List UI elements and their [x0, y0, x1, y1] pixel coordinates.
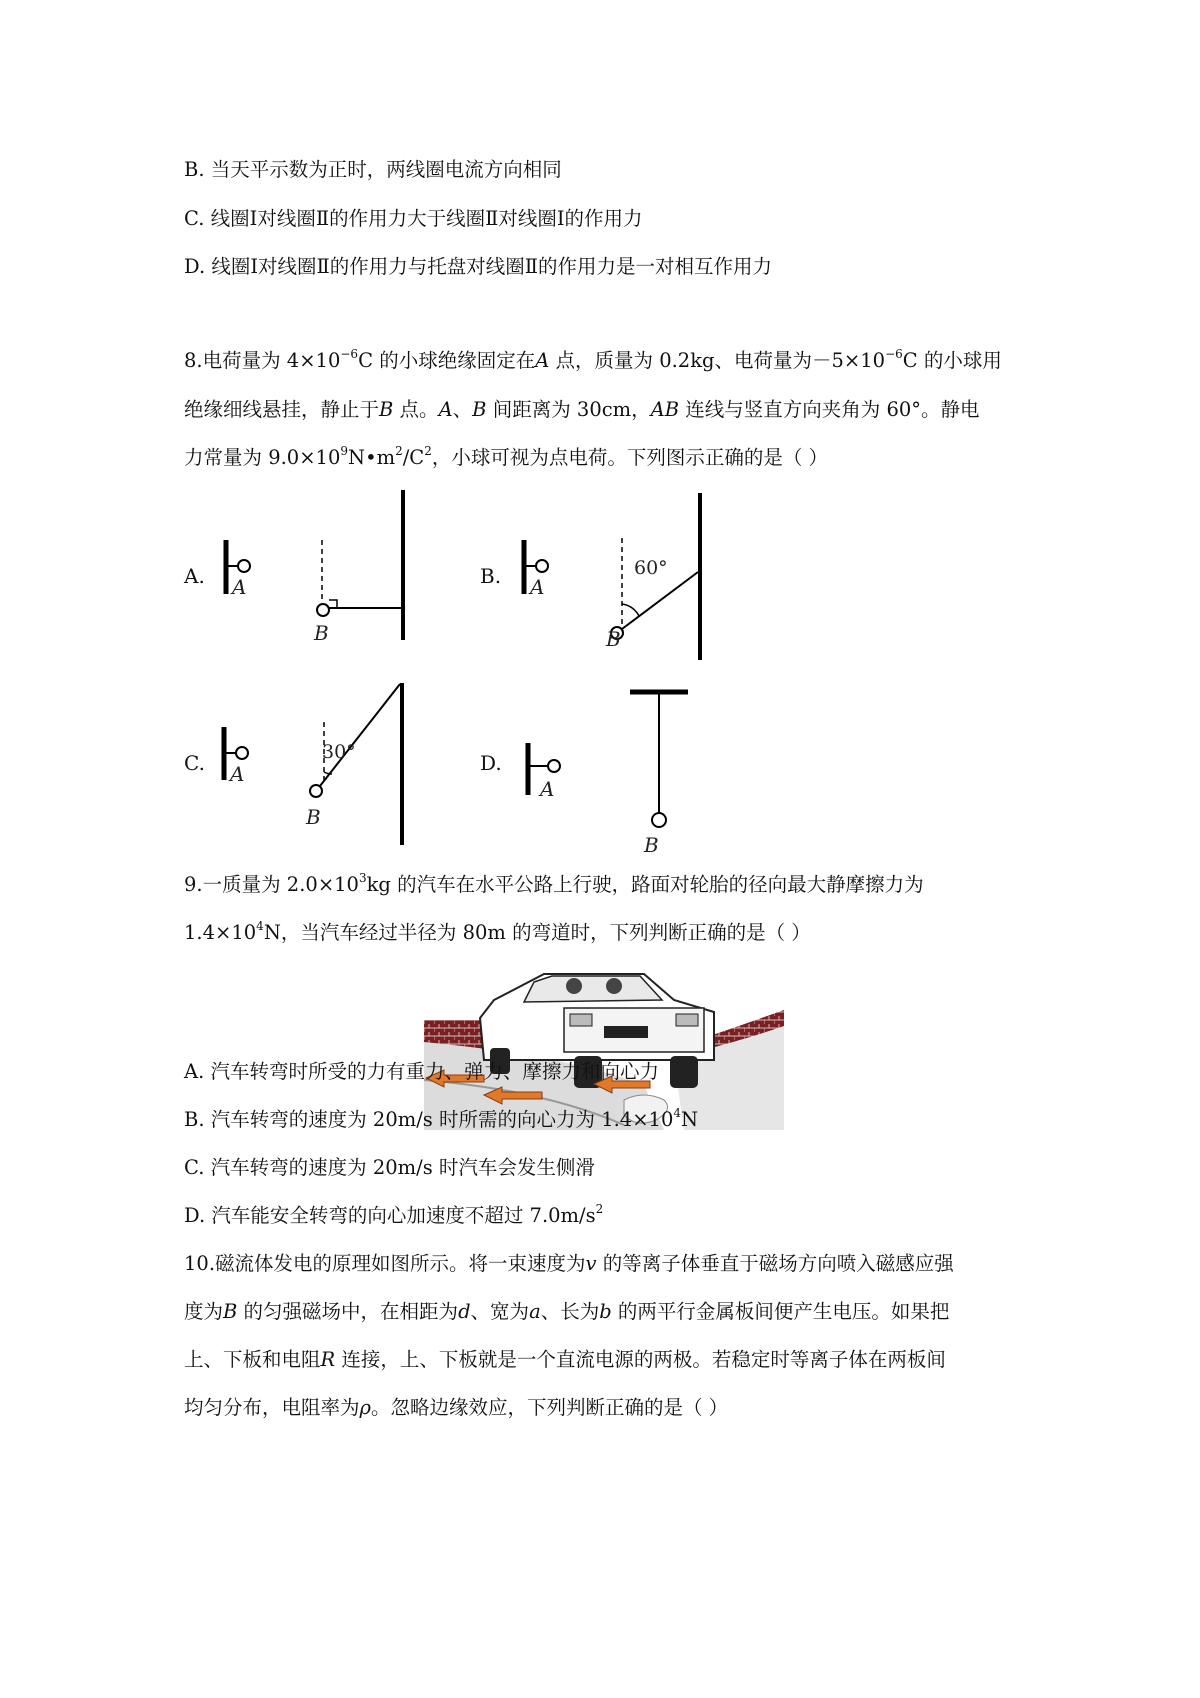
point-a-label: A [530, 575, 545, 599]
q9-option-a: A. 汽车转弯时所受的力有重力、弹力、摩擦力和向心力 [184, 1060, 659, 1083]
q8-stem-line1: 8.电荷量为 $4\times 10^{-6}C$ 的小球绝缘固定在A 点，质量为 0.2kg、电荷量为$-5\times 10^{-6}C$ 的小球用 [184, 347, 1002, 372]
point-a-label: A [230, 762, 245, 786]
point-b-label: B [314, 621, 329, 645]
q10-stem-line2: 度为B 的匀强磁场中，在相距为d、宽为a、长为b 的两平行金属板间便产生电压。如果把 [184, 1300, 950, 1323]
q9-stem-line1: 9.一质量为 $2.0\times 10^3kg$ 的汽车在水平公路上行驶，路面对轮胎的径向最大静摩擦力为 [184, 871, 924, 896]
point-a-label: A [232, 575, 247, 599]
q9-option-c: C. 汽车转弯的速度为 20m/s 时汽车会发生侧滑 [184, 1156, 595, 1179]
q8-diagram-a [226, 490, 403, 640]
q7-option-c: C. 线圈Ⅰ对线圈Ⅱ的作用力大于线圈Ⅱ对线圈Ⅰ的作用力 [184, 207, 643, 230]
q10-stem-line1: 10.磁流体发电的原理如图所示。将一束速度为v 的等离子体垂直于磁场方向喷入磁感应强 [184, 1252, 954, 1275]
q7-option-b: B. 当天平示数为正时，两线圈电流方向相同 [184, 158, 562, 181]
q10-stem-line3: 上、下板和电阻R 连接，上、下板就是一个直流电源的两极。若稳定时等离子体在两板间 [184, 1348, 946, 1371]
q8-stem-line3: 力常量为 $9.0\times 10^9N•m^2/C^2$，小球可视为点电荷。下列图示正确的是（ ） [184, 444, 829, 469]
q8-diagram-d [528, 692, 688, 827]
point-b-label: B [606, 627, 621, 651]
angle-60-label: 60° [634, 557, 668, 579]
car-turning-illustration [424, 960, 784, 1130]
q8-options-figure [0, 480, 1200, 860]
q9-stem-line2: $1.4\times 10^4N$，当汽车经过半径为 80m 的弯道时，下列判断正确的是（ ） [184, 919, 811, 944]
point-b-label: B [306, 805, 321, 829]
q8-option-b-label: B. [480, 564, 502, 588]
q8-stem-line2: 绝缘细线悬挂，静止于B 点。A、B 间距离为 30cm，AB 连线与竖直方向夹角为 60°。静电 [184, 398, 980, 421]
point-a-label: A [540, 777, 555, 801]
q7-option-d: D. 线圈Ⅰ对线圈Ⅱ的作用力与托盘对线圈Ⅱ的作用力是一对相互作用力 [184, 255, 773, 278]
q9-option-b: B. 汽车转弯的速度为 20m/s 时所需的向心力为 $1.4\times 10^4N$ [184, 1106, 699, 1131]
q8-option-a-label: A. [184, 564, 205, 588]
q9-option-d: D. 汽车能安全转弯的向心加速度不超过 $7.0m/s^2$ [184, 1202, 604, 1227]
point-b-label: B [644, 833, 659, 857]
q8-option-d-label: D. [480, 751, 502, 775]
angle-30-label: 30° [322, 741, 356, 763]
q10-stem-line4: 均匀分布，电阻率为ρ。忽略边缘效应，下列判断正确的是（ ） [184, 1396, 729, 1419]
q8-option-c-label: C. [184, 751, 205, 775]
